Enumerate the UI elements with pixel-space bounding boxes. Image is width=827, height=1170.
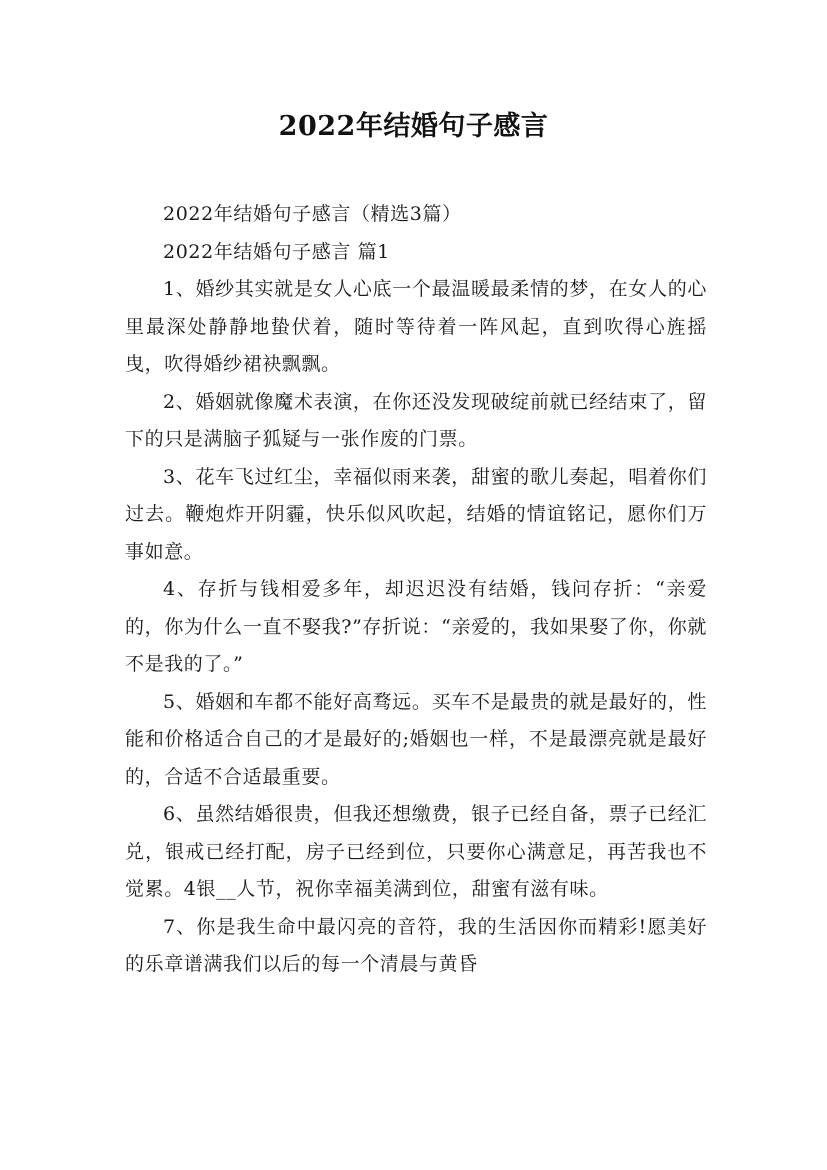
subtitle-paragraph: 2022年结婚句子感言（精选3篇）	[163, 203, 462, 225]
document-title: 2022年结婚句子感言	[278, 111, 549, 142]
body-paragraph-3: 3、花车飞过红尘，幸福似雨来袭，甜蜜的歌儿奏起，唱着你们过去。鞭炮炸开阴霾，快乐似风吹起，结婚的情谊铭记，愿你们万事如意。	[125, 465, 707, 563]
body-paragraph-5: 5、婚姻和车都不能好高骛远。买车不是最贵的就是最好的，性能和价格适合自己的才是最好的;婚姻也一样，不是最漂亮就是最好的，合适不合适最重要。	[125, 690, 707, 788]
document-body	[125, 196, 707, 984]
body-paragraph-2: 2、婚姻就像魔术表演，在你还没发现破绽前就已经结束了，留下的只是满脑子狐疑与一张作废的门票。	[125, 390, 707, 450]
body-paragraph-4: 4、存折与钱相爱多年，却迟迟没有结婚，钱问存折：“亲爱的，你为什么一直不娶我?”存折说：“亲爱的，我如果娶了你，你就不是我的了。”	[125, 578, 707, 675]
body-paragraph-7: 7、你是我生命中最闪亮的音符，我的生活因你而精彩!愿美好的乐章谱满我们以后的每一个清晨与黄昏	[125, 915, 707, 975]
body-paragraph-6: 6、虽然结婚很贵，但我还想缴费，银子已经自备，票子已经汇兑，银戒已经打配，房子已经到位，只要你心满意足，再苦我也不觉累。4银__人节，祝你幸福美满到位，甜蜜有滋有味。	[125, 803, 707, 900]
section-heading: 2022年结婚句子感言 篇1	[163, 240, 390, 263]
body-paragraph-1: 1、婚纱其实就是女人心底一个最温暖最柔情的梦，在女人的心里最深处静静地蛰伏着，随时等待着一阵风起，直到吹得心旌摇曳，吹得婚纱裙袂飘飘。	[125, 278, 707, 375]
